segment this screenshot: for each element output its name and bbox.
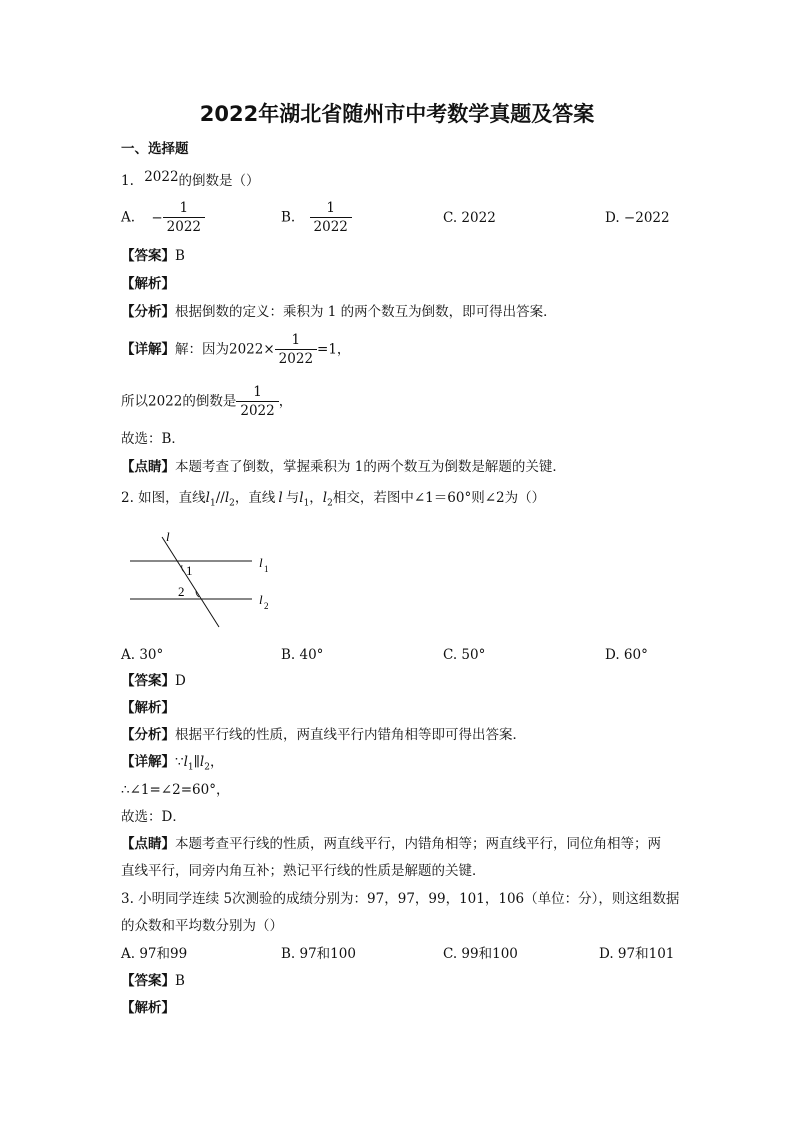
var-l1-b-sub: 1 [303, 498, 310, 509]
q1-analysis-tag: 【解析】 [121, 276, 175, 292]
xiangjie-pre: 解：因为2022× [175, 341, 275, 358]
fenxi-tag: 【分析】 [121, 727, 175, 743]
q1-dianjing [121, 458, 566, 476]
xiangjie-post: ， [209, 754, 224, 770]
numerator: 1 [179, 200, 189, 216]
q3-option-d: D. 97和101 [599, 946, 675, 962]
q1-b-fraction [310, 199, 352, 236]
answer-value: B [175, 973, 185, 989]
q3-option-b: B. 97和100 [281, 946, 356, 962]
var-l2-c-sub: 2 [204, 762, 210, 773]
var-l1-c-sub: 1 [187, 762, 194, 773]
q3-option-c: C. 99和100 [443, 946, 518, 962]
q1-option-c: C. 2022 [443, 210, 496, 226]
q2-stem-mid: ，直线 [234, 490, 276, 506]
q3-stem-2: 的众数和平均数分别为（） [121, 918, 283, 934]
fenxi-text: 根据倒数的定义：乘积为 1 的两个数互为倒数，即可得出答案． [175, 304, 557, 320]
numerator: 1 [291, 332, 301, 348]
q1-xiangjie [121, 331, 350, 368]
var-l1: l [205, 490, 210, 506]
q1-a-fraction [163, 199, 205, 236]
q3-answer [121, 972, 185, 990]
q1-answer [121, 247, 185, 265]
var-l1-sub: 1 [210, 498, 216, 509]
label-l1-sub: 1 [264, 564, 269, 574]
q2-dianjing-1 [121, 835, 661, 853]
page-title: 2022年湖北省随州市中考数学真题及答案 [199, 102, 595, 126]
var-l2-c: l [199, 754, 205, 770]
label-angle-2: 2 [178, 584, 185, 599]
q2-stem-mid2: 与 [285, 490, 300, 506]
label-l: l [166, 529, 170, 544]
q3-stem-1: 3. 小明同学连续 5次测验的成绩分别为：97，97，99，101，106（单位：分），则这组数据 [121, 891, 680, 907]
var-l: l [278, 490, 283, 506]
q1-a-label: A. [121, 209, 136, 226]
answer-value: B [175, 248, 185, 264]
q1-stem [121, 169, 260, 190]
denominator: 2022 [310, 217, 352, 236]
q2-therefore: ∴∠1=∠2=60°， [121, 782, 230, 798]
denominator: 2022 [275, 349, 317, 368]
dianjing-text: 本题考查了倒数，掌握乘积为 1的两个数互为倒数是解题的关键． [175, 459, 566, 475]
xiangjie-tag: 【详解】 [121, 341, 175, 358]
parallel-symbol-2: ∥ [193, 754, 200, 770]
q1-option-a [121, 199, 205, 236]
answer-value: D [175, 673, 186, 689]
denominator: 2022 [236, 401, 278, 420]
q2-fenxi [121, 726, 526, 744]
fenxi-tag: 【分析】 [121, 304, 175, 320]
q1-fenxi [121, 303, 557, 321]
var-l1-c: l [183, 754, 188, 770]
q2-xiangjie [121, 753, 223, 777]
answer-tag: 【答案】 [121, 973, 175, 989]
q2-option-d: D. 60° [605, 647, 648, 663]
var-l2-b: l [322, 490, 328, 506]
q1-stem-text: 的倒数是（） [178, 173, 260, 189]
numerator: 1 [326, 200, 335, 216]
q1-suoyi [121, 383, 292, 420]
q2-guxuan: 故选：D． [121, 809, 186, 825]
dianjing-text-1: 本题考查平行线的性质，两直线平行，内错角相等；两直线平行，同位角相等；两 [175, 836, 661, 852]
q1-option-b [281, 199, 352, 236]
suoyi-post: ， [278, 393, 293, 410]
denominator: 2022 [163, 217, 205, 236]
label-l2: l [259, 592, 263, 607]
xiangjie-post: =1， [317, 341, 351, 358]
q2-stem-pre: 2. 如图，直线 [121, 490, 206, 506]
dianjing-tag: 【点睛】 [121, 836, 175, 852]
var-l1-b: l [299, 490, 304, 506]
q2-option-a: A. 30° [121, 647, 164, 663]
suoyi-fraction [236, 383, 278, 420]
var-l2: l [224, 490, 230, 506]
q2-dianjing-2: 直线平行，同旁内角互补；熟记平行线的性质是解题的关键． [121, 863, 486, 879]
q2-figure [120, 525, 290, 635]
xiangjie-tag: 【详解】 [121, 754, 175, 770]
because-symbol: ∵ [175, 754, 184, 770]
q3-analysis-tag: 【解析】 [121, 1000, 175, 1016]
answer-tag: 【答案】 [121, 673, 175, 689]
xiangjie-fraction [275, 331, 317, 368]
suoyi-pre: 所以2022的倒数是 [121, 393, 237, 410]
label-l1: l [259, 555, 263, 570]
dianjing-tag: 【点睛】 [121, 459, 175, 475]
q2-analysis-tag: 【解析】 [121, 700, 175, 716]
section-heading: 一、选择题 [121, 141, 189, 157]
answer-tag: 【答案】 [121, 248, 175, 264]
label-angle-1: 1 [186, 563, 193, 578]
var-l2-sub: 2 [229, 498, 235, 509]
q2-stem [121, 489, 545, 513]
q2-option-c: C. 50° [443, 647, 486, 663]
q1-option-d: D. −2022 [605, 210, 670, 226]
q1-a-sign: − [151, 209, 163, 226]
q2-answer [121, 672, 186, 690]
q2-stem-mid3: 相交，若图中∠1＝60°则∠2为（） [332, 490, 546, 506]
comma: ， [309, 490, 323, 506]
line-l [162, 537, 219, 627]
q1-b-label: B. [281, 209, 296, 226]
label-l2-sub: 2 [264, 601, 269, 611]
numerator: 1 [253, 384, 262, 400]
q3-option-a: A. 97和99 [121, 946, 188, 962]
parallel-symbol: // [215, 490, 225, 506]
var-l2-b-sub: 2 [327, 498, 333, 509]
q1-guxuan: 故选：B． [121, 431, 185, 447]
fenxi-text: 根据平行线的性质，两直线平行内错角相等即可得出答案． [175, 727, 526, 743]
q2-option-b: B. 40° [281, 647, 324, 663]
q1-number: 1. [121, 173, 134, 189]
q1-stem-value: 2022 [144, 169, 179, 185]
